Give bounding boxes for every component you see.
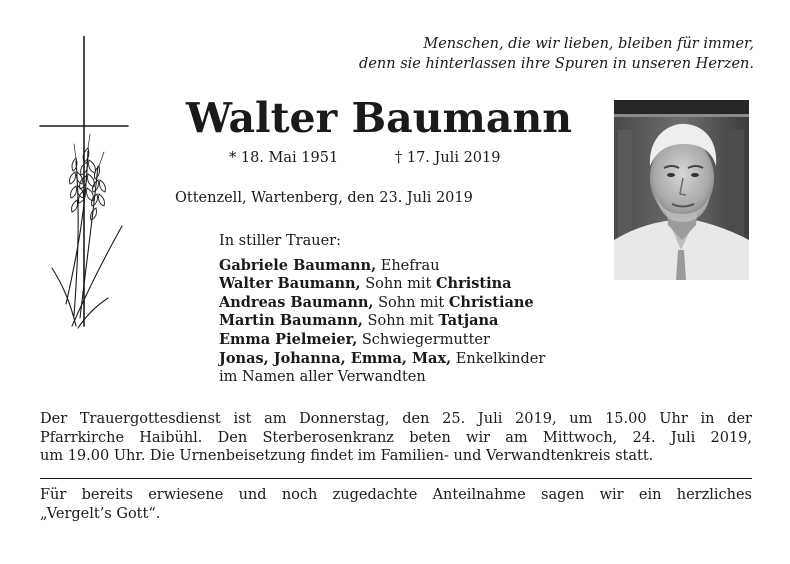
mourner-name: Walter Baumann, (219, 275, 361, 293)
mourner-entry (219, 368, 545, 387)
thanks-line-1: Für bereits erwiesene und noch zugedachte Anteilnahme sagen wir ein herzliches (40, 487, 752, 503)
death-date: † 17. Juli 2019 (395, 150, 501, 166)
mourner-name: Martin Baumann, (219, 312, 363, 330)
quote-line-2: denn sie hinterlassen ihre Spuren in unseren Herzen. (359, 56, 754, 72)
service-line-1: Der Trauergottesdienst ist am Donnerstag, den 25. Juli 2019, um 15.00 Uhr in der (40, 411, 752, 427)
mourner-name: Tatjana (438, 312, 499, 330)
mourner-entry (219, 331, 545, 350)
thanks-line-2: „Vergelt’s Gott“. (40, 505, 161, 522)
mourner-name: Andreas Baumann, (219, 293, 374, 311)
mourner-name: Christina (436, 275, 512, 293)
service-line-2: Pfarrkirche Haibühl. Den Sterberosenkranz beten wir am Mittwoch, 24. Juli 2019, (40, 429, 752, 446)
mourner-name: Christiane (448, 293, 534, 311)
place-and-date: Ottenzell, Wartenberg, den 23. Juli 2019 (175, 190, 473, 206)
mourners-intro: In stiller Trauer: (219, 233, 341, 249)
mourner-entry (219, 350, 545, 369)
service-line-3: um 19.00 Uhr. Die Urnenbeisetzung findet im Familien- und Verwandtenkreis statt. (40, 448, 654, 465)
cross-with-wheat-icon (38, 36, 138, 336)
portrait-photo (614, 100, 749, 280)
mourner-name: Gabriele Baumann, (219, 256, 377, 274)
mourner-relation: im Namen aller Verwandten (219, 369, 426, 386)
mourner-name: Jonas, Johanna, Emma, Max, (219, 349, 452, 367)
mourner-name: Emma Pielmeier, (219, 330, 358, 348)
mourner-relation: Sohn mit (373, 294, 449, 311)
mourners-list (219, 232, 545, 387)
mourner-entries (219, 257, 545, 387)
mourner-relation: Sohn mit (360, 276, 436, 293)
mourner-relation: Ehefrau (376, 257, 440, 274)
mourner-entry (219, 257, 545, 276)
birth-date: * 18. Mai 1951 (229, 150, 339, 166)
service-announcement (40, 410, 752, 466)
mourner-entry (219, 275, 545, 294)
deceased-name: Walter Baumann (186, 94, 573, 142)
thanks-note (40, 486, 752, 523)
memorial-quote (318, 34, 754, 74)
divider (40, 478, 752, 479)
mourner-relation: Enkelkinder (451, 350, 546, 367)
mourner-entry (219, 312, 545, 331)
mourner-relation: Sohn mit (362, 313, 439, 330)
quote-line-1: Menschen, die wir lieben, bleiben für immer, (423, 36, 754, 52)
mourner-entry (219, 294, 545, 313)
mourner-relation: Schwiegermutter (357, 331, 490, 348)
